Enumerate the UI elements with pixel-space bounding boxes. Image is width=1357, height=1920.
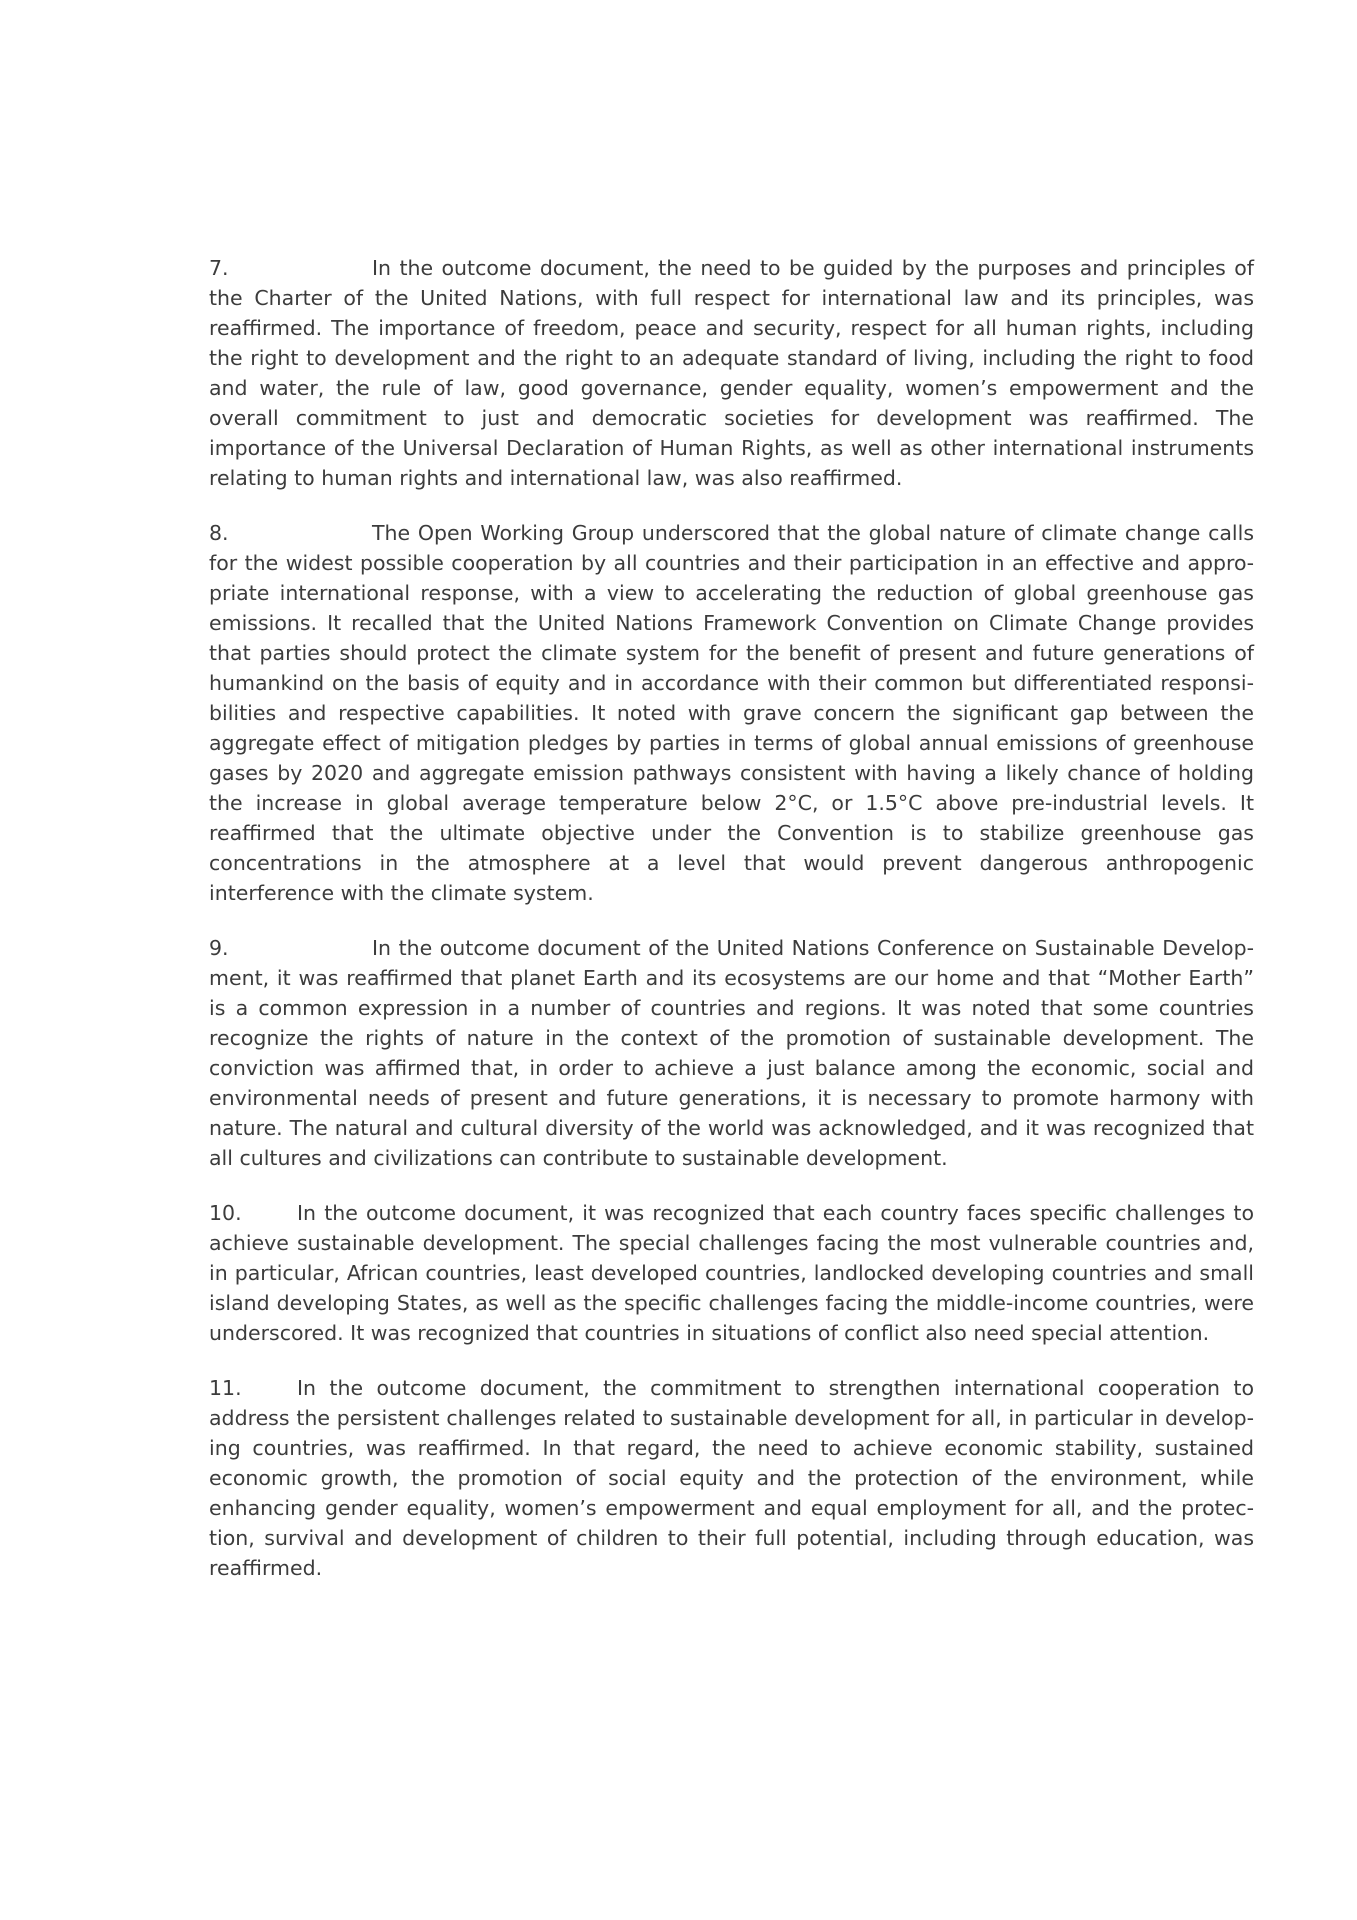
paragraph-text: In the outcome document, it was recognized that each country faces specific challenges to achieve sustainable development. The special challenges facing the most vulnerable countries and, in particular, African countries, least developed countries, landlocked developing countries and small island developing States, as well as the specific challenges facing the middle-income countries, were underscored. It was recognized that countries in situations of conflict also need special attention. [209, 1201, 1254, 1345]
paragraph-10 [209, 1198, 1254, 1348]
paragraph-number: 7. [209, 256, 229, 280]
document-body [209, 253, 1254, 1608]
paragraph-number: 9. [209, 936, 229, 960]
paragraph-number: 10. [209, 1201, 242, 1225]
paragraph-text: In the outcome document of the United Nations Conference on Sustainable Development, it was reaffirmed that planet Earth and its ecosystems are our home and that “Mother Earth” is a common expression in a number of countries and regions. It was noted that some countries recognize the rights of nature in the context of the promotion of sustainable development. The conviction was affirmed that, in order to achieve a just balance among the economic, social and environmental needs of present and future generations, it is necessary to promote harmony with nature. The natural and cultural diversity of the world was acknowledged, and it was recognized that all cultures and civilizations can contribute to sustainable development. [209, 936, 1254, 1170]
paragraph-11 [209, 1373, 1254, 1583]
paragraph-number: 11. [209, 1376, 242, 1400]
paragraph-7 [209, 253, 1254, 493]
paragraph-text: The Open Working Group underscored that the global nature of climate change calls for the widest possible cooperation by all countries and their participation in an effective and appropriate international response, with a view to accelerating the reduction of global greenhouse gas emissions. It recalled that the United Nations Framework Convention on Climate Change provides that parties should protect the climate system for the benefit of present and future generations of humankind on the basis of equity and in accordance with their common but differentiated responsibilities and respective capabilities. It noted with grave concern the significant gap between the aggregate effect of mitigation pledges by parties in terms of global annual emissions of greenhouse gases by 2020 and aggregate emission pathways consistent with having a likely chance of holding the increase in global average temperature below 2°C, or 1.5°C above pre-industrial levels. It reaffirmed that the ultimate objective under the Convention is to stabilize greenhouse gas concentrations in the atmosphere at a level that would prevent dangerous anthropogenic interference with the climate system. [209, 521, 1254, 905]
paragraph-text: In the outcome document, the need to be guided by the purposes and principles of the Charter of the United Nations, with full respect for international law and its principles, was reaffirmed. The importance of freedom, peace and security, respect for all human rights, including the right to development and the right to an adequate standard of living, including the right to food and water, the rule of law, good governance, gender equality, women’s empowerment and the overall commitment to just and democratic societies for development was reaffirmed. The importance of the Universal Declaration of Human Rights, as well as other international instruments relating to human rights and international law, was also reaffirmed. [209, 256, 1254, 490]
paragraph-9 [209, 933, 1254, 1173]
paragraph-text: In the outcome document, the commitment to strengthen international cooperation to address the persistent challenges related to sustainable development for all, in particular in developing countries, was reaffirmed. In that regard, the need to achieve economic stability, sustained economic growth, the promotion of social equity and the protection of the environment, while enhancing gender equality, women’s empowerment and equal employment for all, and the protection, survival and development of children to their full potential, including through education, was reaffirmed. [209, 1376, 1254, 1580]
paragraph-8 [209, 518, 1254, 908]
paragraph-number: 8. [209, 521, 229, 545]
